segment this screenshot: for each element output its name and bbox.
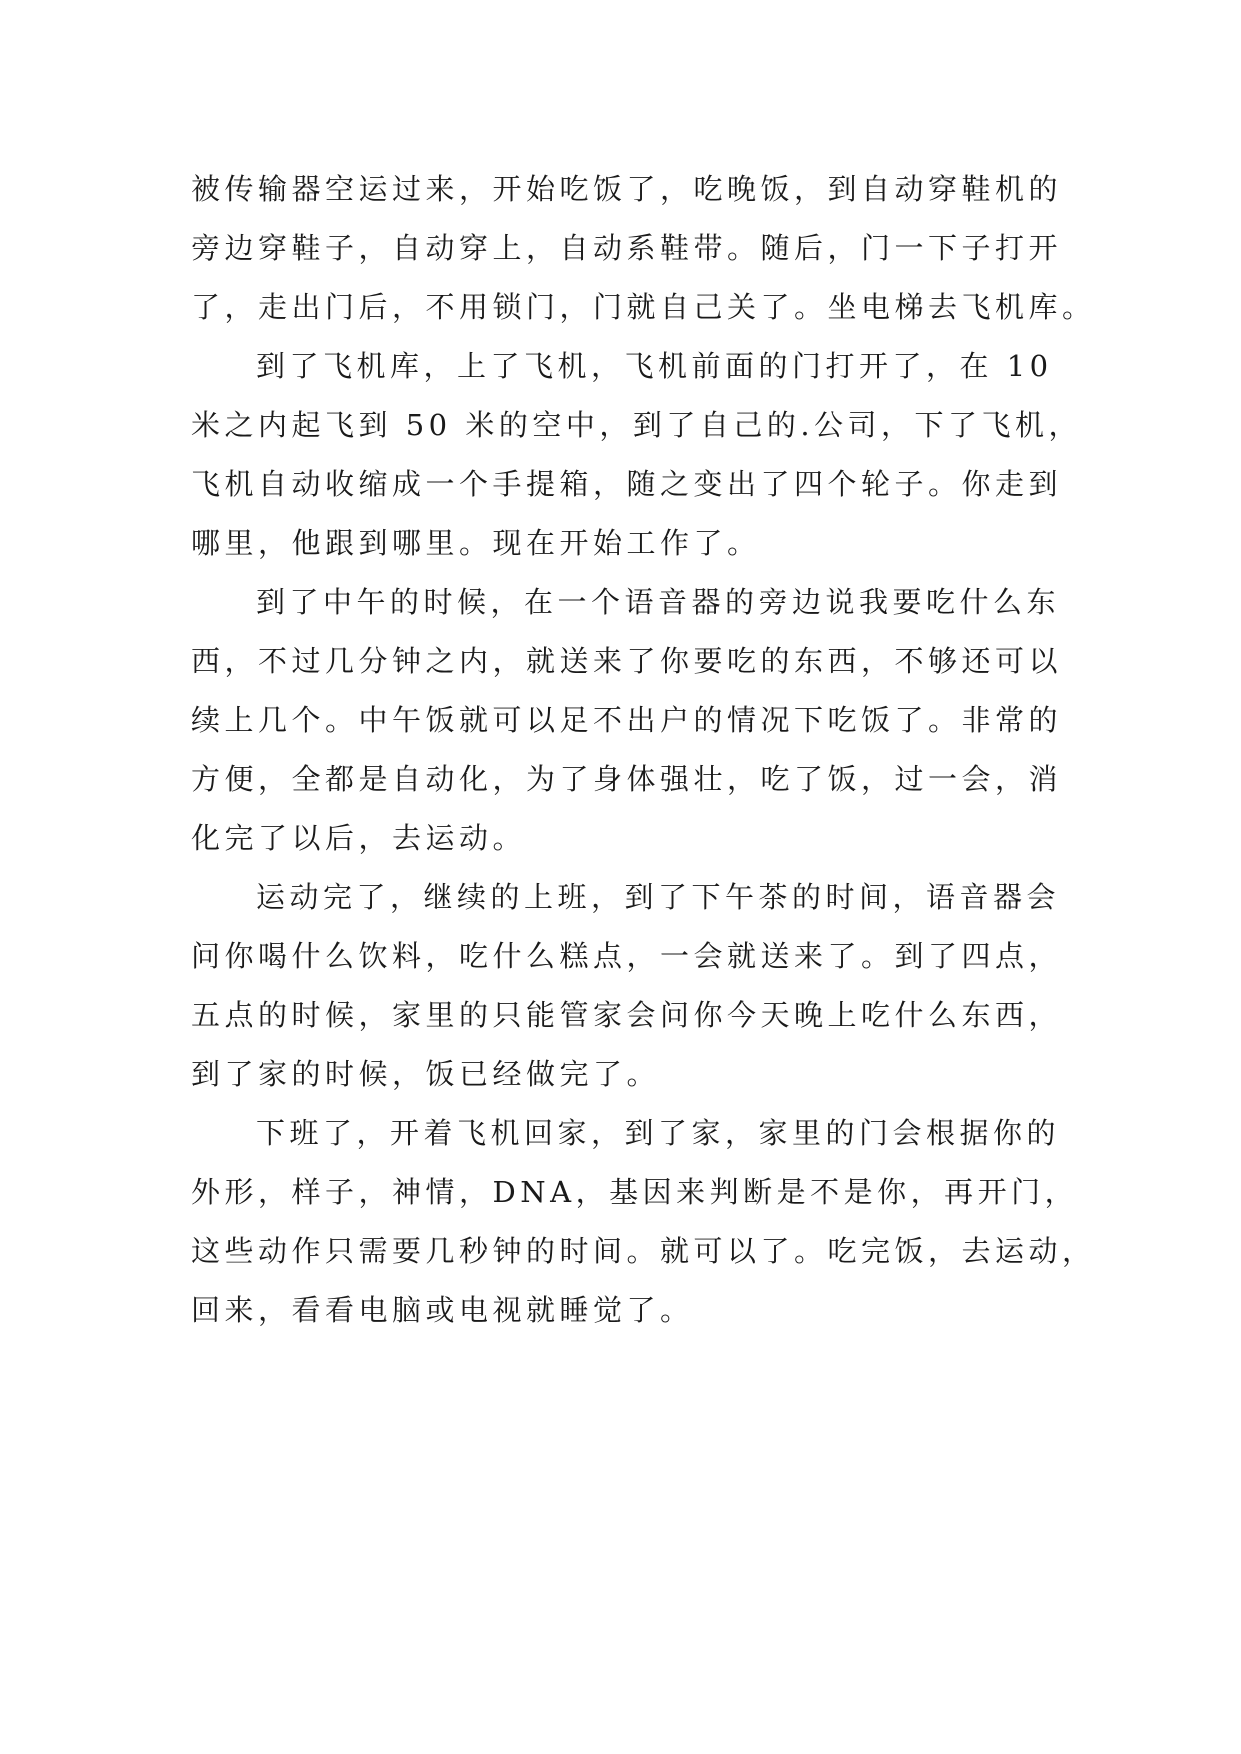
text-line: 西，不过几分钟之内，就送来了你要吃的东西，不够还可以 xyxy=(191,644,1063,678)
text-line: 方便，全都是自动化，为了身体强壮，吃了饭，过一会，消 xyxy=(191,762,1063,796)
text-line: 这些动作只需要几秒钟的时间。就可以了。吃完饭，去运动， xyxy=(191,1234,1096,1268)
paragraph-start-line: 到了中午的时候，在一个语音器的旁边说我要吃什么东 xyxy=(256,585,1061,619)
paragraph-start-line: 下班了，开着飞机回家，到了家，家里的门会根据你的 xyxy=(256,1116,1061,1150)
text-line: 问你喝什么饮料，吃什么糕点，一会就送来了。到了四点， xyxy=(191,939,1063,973)
text-line: 旁边穿鞋子，自动穿上，自动系鞋带。随后，门一下子打开 xyxy=(191,231,1063,265)
text-line: 米之内起飞到 50 米的空中，到了自己的.公司，下了飞机， xyxy=(191,408,1083,442)
text-line: 哪里，他跟到哪里。现在开始工作了。 xyxy=(191,526,761,560)
text-line: 外形，样子，神情，DNA，基因来判断是不是你，再开门， xyxy=(191,1175,1079,1209)
text-line: 到了家的时候，饭已经做完了。 xyxy=(191,1057,661,1091)
paragraph-start-line: 到了飞机库，上了飞机，飞机前面的门打开了，在 10 xyxy=(256,349,1053,383)
text-line: 五点的时候，家里的只能管家会问你今天晚上吃什么东西， xyxy=(191,998,1063,1032)
text-line: 被传输器空运过来，开始吃饭了，吃晚饭，到自动穿鞋机的 xyxy=(191,172,1063,206)
text-line: 化完了以后，去运动。 xyxy=(191,821,527,855)
text-line: 飞机自动收缩成一个手提箱，随之变出了四个轮子。你走到 xyxy=(191,467,1063,501)
text-line: 续上几个。中午饭就可以足不出户的情况下吃饭了。非常的 xyxy=(191,703,1063,737)
text-line: 了，走出门后，不用锁门，门就自己关了。坐电梯去飞机库。 xyxy=(191,290,1096,324)
text-line: 回来，看看电脑或电视就睡觉了。 xyxy=(191,1293,694,1327)
paragraph-start-line: 运动完了，继续的上班，到了下午茶的时间，语音器会 xyxy=(256,880,1061,914)
body-text xyxy=(191,160,1096,1340)
